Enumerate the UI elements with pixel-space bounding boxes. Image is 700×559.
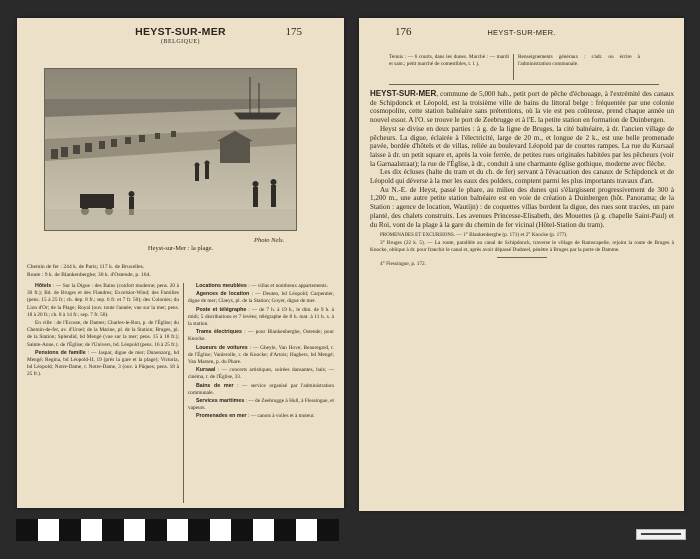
color-swatch — [124, 519, 146, 541]
listing-entry — [188, 283, 334, 290]
column-services — [188, 283, 334, 503]
color-swatch — [167, 519, 189, 541]
rail-info: Chemin de fer : 244 k. de Paris; 117 k. de Bruxelles. — [27, 264, 145, 270]
tennis-market-info: Tennis : — 6 courts, dans les dunes. Marché : — mardi et sam.; petit marché de comestibles, t. l. j. — [389, 54, 509, 68]
color-swatch — [231, 519, 253, 541]
listing-text: : — pour Blankenberghe, Ostende; pour Knocke. — [187, 329, 334, 343]
info-columns — [27, 283, 334, 503]
listing-entry — [188, 367, 334, 381]
listing-entry — [188, 291, 334, 305]
top-info — [389, 54, 659, 80]
excursions-title: PROMENADES ET EXCURSIONS. — [380, 233, 456, 239]
listing-entry — [188, 383, 334, 397]
listing-heading: Promenades en mer — [195, 413, 247, 420]
listing-heading: Services maritimes — [195, 398, 245, 405]
right-page-header — [359, 26, 684, 48]
road-info: Route : 9 k. de Blankenberghe; 30 k. d'Ostende, p. 164. — [27, 272, 151, 278]
listing-text: : — Gheyle, Van Hove; Beauregard, r. de l'Église; Vanlerolle, r. de Knocke; d'Artois; Haghers, bd Mengé; Van Marsen, p. du Phare. — [187, 344, 334, 366]
main-text — [370, 90, 674, 269]
rule — [389, 84, 659, 85]
photo-caption: Heyst-sur-Mer : la plage. — [147, 245, 214, 252]
excursion-item: 3° Bruges (22 k. 5). — La route, parallèle au canal de Schipdonck, traverse le village de Ramscapelle, rejoint la route de Bruges à Knocke, oblique à dr. pour franchir le canal et, après avoir dépassé Dudzeel, pénètre à Bruges par la porte de Damme. — [370, 239, 674, 254]
column-divider — [513, 54, 514, 80]
listing-heading: Kursaal — [195, 367, 216, 374]
page-number: 176 — [395, 26, 412, 38]
excursions-block — [370, 232, 674, 239]
archive-label — [636, 529, 686, 540]
listing-heading: Hôtels — [35, 283, 52, 289]
listing-heading: Bains de mer — [195, 382, 234, 389]
color-swatch — [274, 519, 296, 541]
listing-text: : — Deuten, bd Léopold; Carpentier, digue de mer; Claeys, pl. de la Station; Goyet, digue de mer. — [187, 291, 334, 305]
paragraph — [370, 90, 674, 125]
listing-entry — [188, 398, 334, 412]
color-swatch — [102, 519, 124, 541]
color-swatch — [16, 519, 38, 541]
page-subtitle: (BELGIQUE) — [161, 39, 200, 45]
listing-entry — [188, 413, 334, 420]
listing-text: : — concerts artistiques, soirées dansantes, bals; — cinéma, r. de l'Église, 33. — [187, 367, 334, 381]
listing-entry — [27, 350, 179, 379]
color-swatch — [59, 519, 81, 541]
right-page — [359, 18, 684, 511]
page-number: 175 — [285, 26, 302, 38]
rule — [497, 257, 547, 258]
listing-entry — [27, 320, 179, 349]
paragraph: Heyst se divise en deux parties : à g. de la ligne de Bruges, la cité balnéaire, à dr. l'ancien village de pêcheurs. La digue, éclairée à l'électricité, large de 20 m., et longue de 2 k., est une belle promenade pavée, bordée d'hôtels et de villas, reliée au boulevard Léopold par de courtes rampes. La rue du Kursaal laisse à dr. un petit square et, après la voie ferrée, de petites rues originales habitées par les pêcheurs (voir la Garnaalstraat); la rue de l'Église, à dr., conduit à une charmante église gothique, moderne avec flèche. — [370, 124, 674, 168]
listing-text: : — service organisé par l'administration communale. — [187, 382, 334, 396]
paragraph: Les dix écluses (halte du tram et du ch. de fer) servant à l'évacuation des canaux de Schipdonck et de Léopold qui déverse à la mer les eaux des polders, comptent parmi les plus importants travaux d'art. — [370, 168, 674, 186]
listing-heading: Agences de location — [195, 291, 250, 298]
listing-heading: Trams électriques — [195, 329, 242, 336]
listing-text: : — de Zeebrugge à Hull, à Flessingue, et vapeurs. — [187, 398, 334, 412]
color-swatch — [38, 519, 60, 541]
page-title: HEYST-SUR-MER. — [487, 28, 556, 37]
listing-entry — [188, 329, 334, 343]
label-barcode — [641, 533, 681, 535]
listing-heading: Poste et télégraphe — [195, 306, 247, 313]
listing-text: En ville : de l'Ecosse, de Dames; Charles-le-Bon, p. de l'Église; du Chemin-de-fer, av. d'Ursel; de la Marine, pl. de la Station; Bruges, pl. de la Station; Splendid, bd Mengé (vue sur la mer; pens. 15 à 18 fr.); Sainte-Anne, r. de l'Église; de l'Univers, bd. Léopold (pens. 16 à 25 fr.). — [27, 320, 179, 348]
photo-credit: Photo Nels. — [254, 237, 285, 244]
listing-heading: Locations meublées — [195, 283, 247, 289]
color-swatch — [210, 519, 232, 541]
paragraph: Au N.-E. de Heyst, passé le phare, au milieu des dunes qui s'élargissent progressivement de 300 à 1,200 m., une autre petite station balnéaire est en voie de création à Duinbergen (hôt. Panorama; de la Station : agence de location, Wautijn) : de coquettes villas bordent la digue, des rues sont tracées, un pare planté, des chalets construits. Les avenues Princesse-Elisabeth, des Mouettes (à g. chapelle Saint-Paul) et du Roi, vont de la plage à la gare du chemin de fer vicinal (Hôtel-Station du tram). — [370, 185, 674, 229]
excursion-item: 4° Flessingue, p. 172. — [380, 261, 426, 268]
color-swatch — [81, 519, 103, 541]
listing-text: : — Jaspar, digue de mer; Dunenzorg, bd Mengé; Regina, bd Léopold-II, 19 (près la gare et la plage); Victoria, bd Léopold; Notre-Dame, r. Notre-Dame, 3 (ouv. à Pâques; pens. 18 à 25 fr.). — [27, 349, 179, 378]
page-title: HEYST-SUR-MER — [135, 26, 226, 38]
column-hotels — [27, 283, 179, 503]
listing-text: : — Sur la Digue : des Bains (confort moderne; pens. 20 à 30 fr.); Bd. de Bruges et des Flandres; Excelsior-Wind; des Familles (pens. 15 à 25 fr.; ch. dep. 8 fr.; sep. 6 fr. et 7 fr. 50); des Colonies; du Lion d'Or; de la Plage; Royal (ouv. toute l'année; vue sur la mer; pens. 18 à 20 fr.; ch. 8 à 14 fr.; sep. 7 fr. 50). — [27, 283, 179, 318]
listing-entry — [188, 307, 334, 329]
listing-text: : — canots à voiles et à moteur. — [246, 413, 315, 420]
color-swatch — [317, 519, 339, 541]
color-swatch — [253, 519, 275, 541]
listing-text: : — de 7 h. à 19 h., le dim. de 9 h. à midi; 5 distributions et 7 levées; télégraphe de 8 h. mat. à 11 h. s. à la station. — [187, 306, 334, 328]
excursion-item: — 1° Blankenberghe (p. 171) et 2° Knocke (p. 177). — [456, 232, 568, 239]
listing-heading: Pensions de famille — [35, 349, 86, 356]
color-swatch — [296, 519, 318, 541]
listing-entry — [27, 283, 179, 319]
color-calibration-bar — [16, 519, 339, 541]
beach-photo — [44, 68, 297, 231]
lead-word: HEYST-SUR-MER — [370, 89, 437, 98]
left-page-header — [17, 26, 344, 48]
listing-entry — [188, 345, 334, 367]
color-swatch — [145, 519, 167, 541]
column-divider — [183, 283, 184, 503]
listing-heading: Loueurs de voitures — [195, 344, 248, 351]
color-swatch — [188, 519, 210, 541]
left-page — [17, 18, 344, 508]
paragraph-text: , commune de 5,000 hab., petit port de pêche d'échouage, à l'extrémité des canaux de Schipdonck et Léopold, est la troisième ville de bains du littoral belge : fréquentée par une colonie cosmopolite, cette station balnéaire sans prétentions, où la vie est peu coûteuse, prend chaque année un nouvel essor. A l'O. se trouve le port de Zeebrugge et à l'E. la petite station en formation de Duinbergen. — [370, 90, 674, 125]
listing-text: : — villas et nombreux appartements. — [246, 283, 328, 289]
general-info: Renseignements généraux : s'adr. ou écrire à l'administration communale. — [518, 54, 640, 68]
